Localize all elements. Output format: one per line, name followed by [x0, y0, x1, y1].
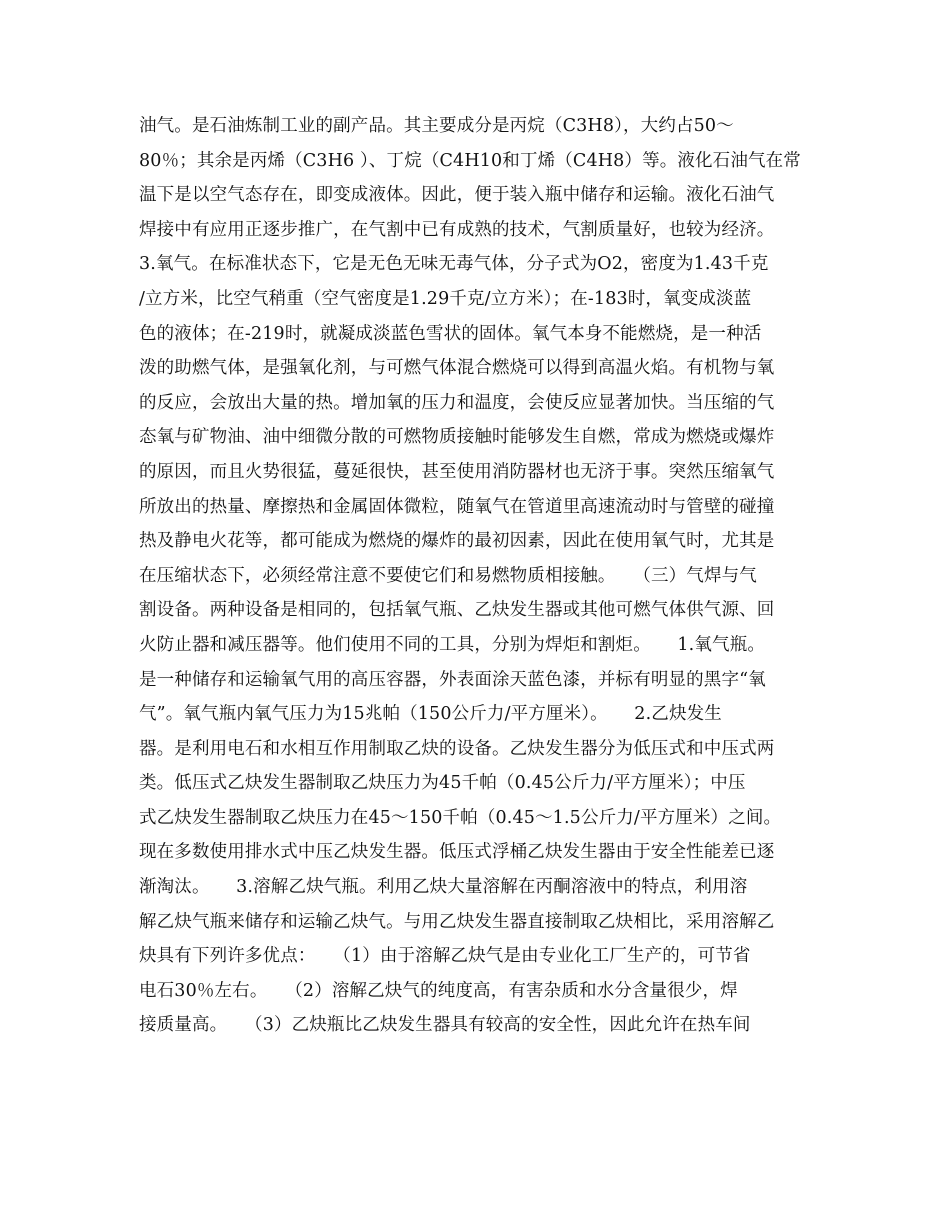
text-line: 渐淘汰。 3.溶解乙炔气瓶。利用乙炔大量溶解在丙酮溶液中的特点，利用溶	[139, 877, 748, 898]
text-line: 火防止器和减压器等。他们使用不同的工具，分别为焊炬和割炬。 1.氧气瓶。	[139, 634, 765, 655]
text-line: 器。是利用电石和水相互作用制取乙炔的设备。乙炔发生器分为低压式和中压式两	[139, 738, 775, 759]
text-line: 电石30％左右。 （2）溶解乙炔气的纯度高，有害杂质和水分含量很少，焊	[139, 980, 738, 1001]
text-line: 在压缩状态下，必须经常注意不要使它们和易燃物质相接触。 （三）气焊与气	[139, 565, 757, 586]
text-line: 80％；其余是丙烯（C3H6 ）、丁烷（C4H10和丁烯（C4H8）等。液化石油气在常	[139, 150, 801, 171]
text-line: 3.氧气。在标准状态下，它是无色无味无毒气体，分子式为O2，密度为1.43千克	[139, 254, 769, 275]
text-line: 焊接中有应用正逐步推广，在气割中已有成熟的技术，气割质量好，也较为经济。	[139, 219, 775, 240]
text-line: 的原因，而且火势很猛，蔓延很快，甚至使用消防器材也无济于事。突然压缩氧气	[139, 461, 775, 482]
text-line: 温下是以空气态存在，即变成液体。因此，便于装入瓶中储存和运输。液化石油气	[139, 185, 775, 206]
text-line: 炔具有下列许多优点： （1）由于溶解乙炔气是由专业化工厂生产的，可节省	[139, 946, 751, 967]
text-line: 割设备。两种设备是相同的，包括氧气瓶、乙炔发生器或其他可燃气体供气源、回	[139, 600, 775, 621]
text-line: 泼的助燃气体，是强氧化剂，与可燃气体混合燃烧可以得到高温火焰。有机物与氧	[139, 358, 775, 379]
text-line: 热及静电火花等，都可能成为燃烧的爆炸的最初因素，因此在使用氧气时，尤其是	[139, 531, 775, 552]
text-line: 态氧与矿物油、油中细微分散的可燃物质接触时能够发生自燃，常成为燃烧或爆炸	[139, 427, 775, 448]
text-line: 气”。氧气瓶内氧气压力为15兆帕（150公斤力/平方厘米）。 2.乙炔发生	[139, 704, 722, 725]
text-line: 类。低压式乙炔发生器制取乙炔压力为45千帕（0.45公斤力/平方厘米）；中压	[139, 773, 746, 794]
text-line: 现在多数使用排水式中压乙炔发生器。低压式浮桶乙炔发生器由于安全性能差已逐	[139, 842, 775, 863]
text-line: 所放出的热量、摩擦热和金属固体微粒，随氧气在管道里高速流动时与管壁的碰撞	[139, 496, 775, 517]
text-line: /立方米，比空气稍重（空气密度是1.29千克/立方米）；在-183时，氧变成淡蓝	[139, 288, 752, 309]
text-line: 是一种储存和运输氧气用的高压容器，外表面涂天蓝色漆，并标有明显的黑字“氧	[139, 669, 766, 690]
text-line: 式乙炔发生器制取乙炔压力在45～150千帕（0.45～1.5公斤力/平方厘米）之间。	[139, 807, 782, 828]
text-line: 解乙炔气瓶来储存和运输乙炔气。与用乙炔发生器直接制取乙炔相比，采用溶解乙	[139, 911, 775, 932]
body-text	[139, 109, 819, 1043]
text-line: 接质量高。 （3）乙炔瓶比乙炔发生器具有较高的安全性，因此允许在热车间	[139, 1015, 751, 1036]
text-line: 油气。是石油炼制工业的副产品。其主要成分是丙烷（C3H8），大约占50～	[139, 116, 734, 136]
text-line: 的反应，会放出大量的热。增加氧的压力和温度，会使反应显著加快。当压缩的气	[139, 392, 775, 413]
text-line: 色的液体；在-219时，就凝成淡蓝色雪状的固体。氧气本身不能燃烧，是一种活	[139, 323, 762, 344]
